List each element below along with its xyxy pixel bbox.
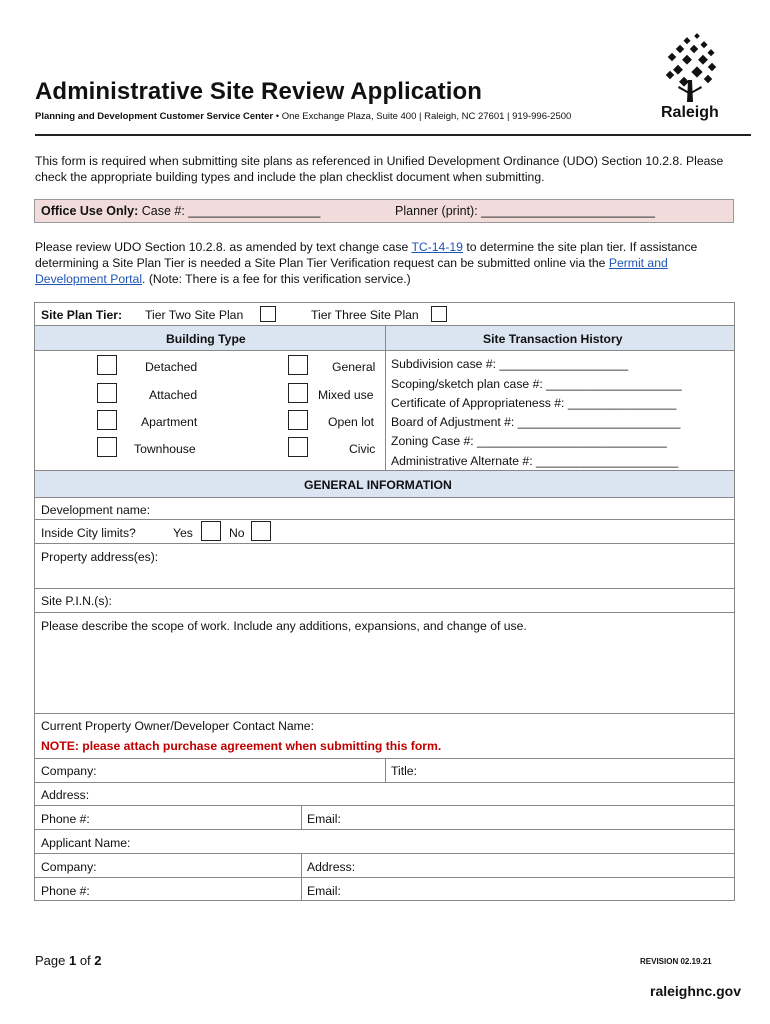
applicant-name-field[interactable]: Applicant Name: <box>41 836 131 850</box>
townhouse-checkbox[interactable] <box>97 437 117 457</box>
page-current: 1 <box>68 953 77 968</box>
mixed-use-checkbox[interactable] <box>288 383 308 403</box>
inside-city-yes-label: Yes <box>173 526 193 540</box>
website-url: raleighnc.gov <box>650 983 742 999</box>
applicant-address-field[interactable]: Address: <box>307 860 356 874</box>
property-address-field[interactable]: Property address(es): <box>41 550 159 564</box>
purchase-agreement-note: NOTE: please attach purchase agreement when submitting this form. <box>41 739 442 753</box>
scoping-plan-case-field[interactable]: Scoping/sketch plan case #: ____________________ <box>391 377 682 391</box>
tier-three-label: Tier Three Site Plan <box>311 308 419 322</box>
tier-three-checkbox[interactable] <box>431 306 447 322</box>
zoning-case-field[interactable]: Zoning Case #: ____________________________ <box>391 434 667 448</box>
subtitle-address: • One Exchange Plaza, Suite 400 | Raleigh, NC 27601 | 919-996-2500 <box>273 111 572 122</box>
subtitle-org: Planning and Development Customer Service Center <box>35 111 274 122</box>
page-total: 2 <box>94 953 102 968</box>
civic-checkbox[interactable] <box>288 437 308 457</box>
building-type-attached: Attached <box>149 388 198 402</box>
review-text <box>35 239 735 287</box>
site-pin-field[interactable]: Site P.I.N.(s): <box>41 594 112 608</box>
site-plan-tier-label: Site Plan Tier: <box>41 308 123 322</box>
office-use-label: Office Use Only: <box>41 204 139 218</box>
building-type-open-lot: Open lot <box>328 415 375 429</box>
review-text-part: to determine the site plan tier. If assistance determining a Site Plan Tier is needed a Site Plan Tier Verification request can be submitted online via the <box>35 240 698 270</box>
permit-portal-link[interactable]: Permit and Development Portal <box>35 256 668 286</box>
attached-checkbox[interactable] <box>97 383 117 403</box>
development-name-field[interactable]: Development name: <box>41 503 151 517</box>
inside-city-limits-label: Inside City limits? <box>41 526 136 540</box>
office-planner-field: Planner (print): _________________________ <box>395 204 655 218</box>
office-use-box <box>34 199 734 223</box>
inside-city-no-label: No <box>229 526 245 540</box>
header-divider <box>35 134 751 136</box>
owner-company-field[interactable]: Company: <box>41 764 97 778</box>
owner-title-field[interactable]: Title: <box>391 764 417 778</box>
owner-contact-name-field[interactable]: Current Property Owner/Developer Contact Name: <box>41 719 314 733</box>
page-of: of <box>76 953 95 968</box>
apartment-checkbox[interactable] <box>97 410 117 430</box>
detached-checkbox[interactable] <box>97 355 117 375</box>
revision-label: REVISION 02.19.21 <box>640 957 712 966</box>
page-prefix: Page <box>35 953 69 968</box>
inside-city-no-checkbox[interactable] <box>251 521 271 541</box>
tier-two-checkbox[interactable] <box>260 306 276 322</box>
owner-email-field[interactable]: Email: <box>307 812 341 826</box>
review-text-part: . (Note: There is a fee for this verification service.) <box>142 272 411 286</box>
inside-city-yes-checkbox[interactable] <box>201 521 221 541</box>
building-type-townhouse: Townhouse <box>134 442 196 456</box>
page-title: Administrative Site Review Application <box>35 78 483 105</box>
page-subtitle <box>35 111 571 122</box>
applicant-company-field[interactable]: Company: <box>41 860 97 874</box>
intro-text: This form is required when submitting site plans as referenced in Unified Development Ordinance (UDO) Section 10.2.8. Please check the appropriate building types and include the plan checklist document when submitting. <box>35 154 724 184</box>
review-text-part: Please review UDO Section 10.2.8. as amended by text change case <box>35 240 412 254</box>
tc-14-19-link[interactable]: TC-14-19 <box>411 240 463 254</box>
owner-phone-field[interactable]: Phone #: <box>41 812 90 826</box>
building-type-civic: Civic <box>349 442 376 456</box>
administrative-alternate-field[interactable]: Administrative Alternate #: _____________________ <box>391 454 679 468</box>
board-of-adjustment-field[interactable]: Board of Adjustment #: ________________________ <box>391 415 681 429</box>
applicant-email-field[interactable]: Email: <box>307 884 341 898</box>
scope-of-work-field[interactable]: Please describe the scope of work. Include any additions, expansions, and change of use. <box>41 619 527 633</box>
building-type-apartment: Apartment <box>141 415 198 429</box>
transaction-history-header: Site Transaction History <box>483 332 623 346</box>
subdivision-case-field[interactable]: Subdivision case #: ___________________ <box>391 357 629 371</box>
office-case-field: Case #: ___________________ <box>138 204 321 218</box>
application-form-table <box>34 302 735 901</box>
raleigh-wordmark: Raleigh <box>661 104 719 121</box>
building-type-mixed-use: Mixed use <box>318 388 374 402</box>
general-info-header: GENERAL INFORMATION <box>304 478 452 492</box>
office-use-case <box>41 204 320 218</box>
tier-two-label: Tier Two Site Plan <box>145 308 244 322</box>
open-lot-checkbox[interactable] <box>288 410 308 430</box>
certificate-appropriateness-field[interactable]: Certificate of Appropriateness #: ________________ <box>391 396 677 410</box>
owner-address-field[interactable]: Address: <box>41 788 90 802</box>
building-type-detached: Detached <box>145 360 198 374</box>
general-checkbox[interactable] <box>288 355 308 375</box>
page-number <box>35 953 102 968</box>
applicant-phone-field[interactable]: Phone #: <box>41 884 90 898</box>
building-type-header: Building Type <box>166 332 246 346</box>
building-type-general: General <box>332 360 376 374</box>
